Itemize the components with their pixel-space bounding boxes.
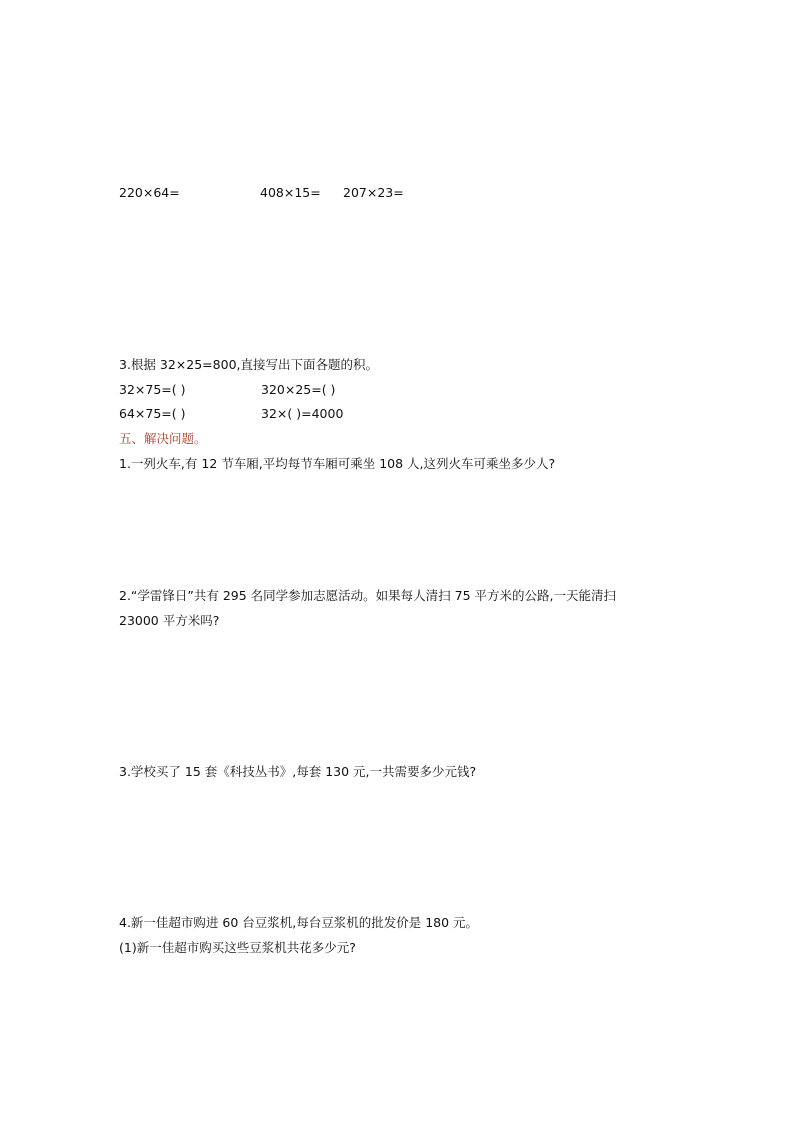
q3-expr: 32×( )=4000 (261, 406, 344, 421)
calc-item: 207×23= (343, 185, 404, 200)
calc-item: 408×15= (260, 185, 321, 200)
problem-4-sub-1: (1)新一佳超市购买这些豆浆机共花多少元? (119, 940, 356, 955)
q3-expr: 64×75=( ) (119, 406, 186, 421)
problem-3: 3.学校买了 15 套《科技丛书》,每套 130 元,一共需要多少元钱? (119, 764, 477, 779)
problem-1: 1.一列火车,有 12 节车厢,平均每节车厢可乘坐 108 人,这列火车可乘坐多少人? (119, 456, 556, 471)
q3-prompt: 3.根据 32×25=800,直接写出下面各题的积。 (119, 357, 378, 372)
calc-item: 220×64= (119, 185, 180, 200)
q3-expr: 32×75=( ) (119, 382, 186, 397)
problem-2-line-1: 2.“学雷锋日”共有 295 名同学参加志愿活动。如果每人清扫 75 平方米的公路,一天能清扫 (119, 588, 617, 603)
section-heading: 五、解决问题。 (119, 431, 207, 446)
problem-4: 4.新一佳超市购进 60 台豆浆机,每台豆浆机的批发价是 180 元。 (119, 915, 479, 930)
q3-expr: 320×25=( ) (261, 382, 336, 397)
problem-2-line-2: 23000 平方米吗? (119, 613, 220, 628)
